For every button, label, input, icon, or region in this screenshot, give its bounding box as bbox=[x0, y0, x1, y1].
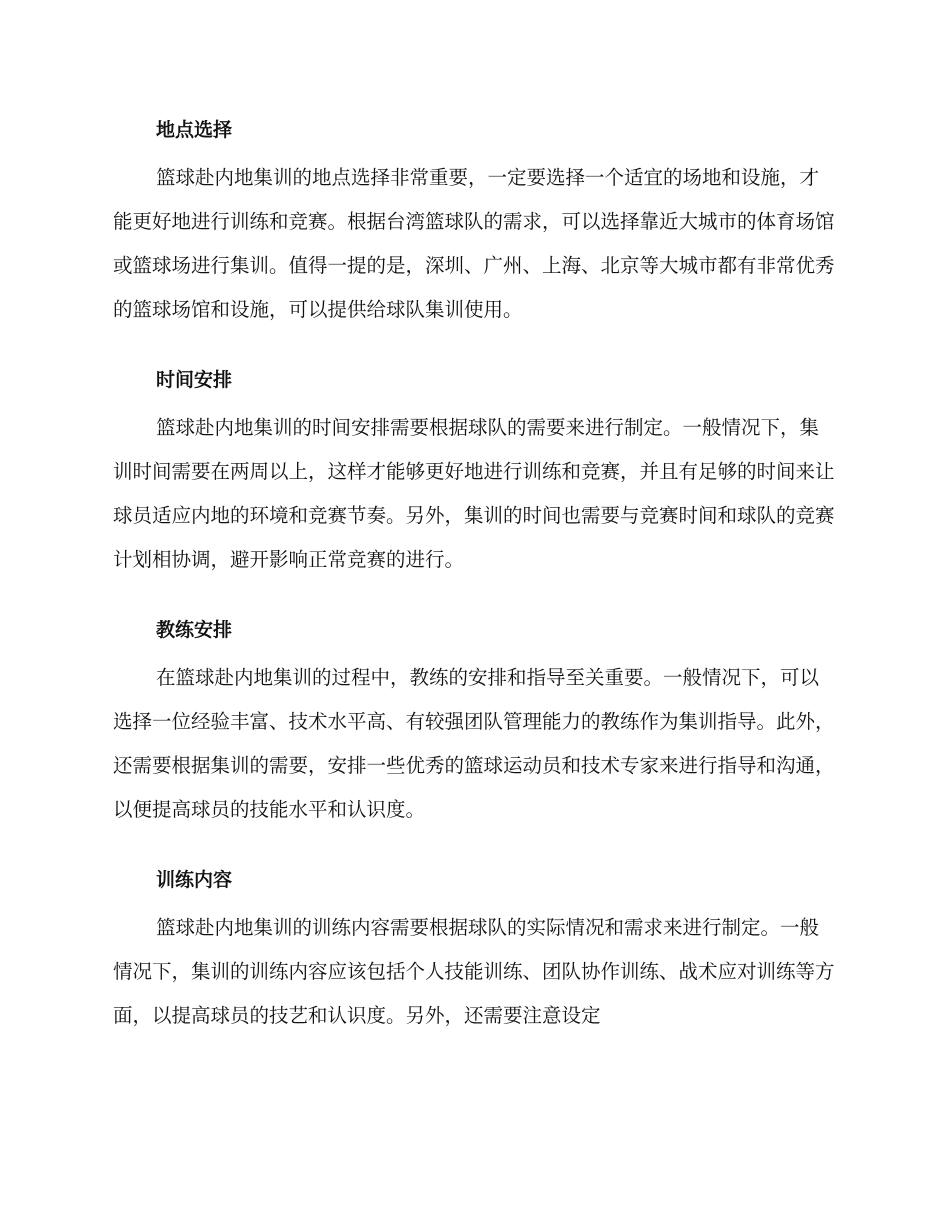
document-content bbox=[113, 108, 835, 1038]
section-schedule bbox=[113, 358, 835, 582]
section-heading: 时间安排 bbox=[156, 369, 233, 391]
section-paragraph: 篮球赴内地集训的训练内容需要根据球队的实际情况和需求来进行制定。一般情况下，集训的训练内容应该包括个人技能训练、团队协作训练、战术应对训练等方面，以提高球员的技艺和认识度。另外，还需要注意设定 bbox=[113, 916, 835, 1027]
section-location bbox=[113, 108, 835, 332]
section-heading: 地点选择 bbox=[156, 119, 233, 141]
section-paragraph: 篮球赴内地集训的时间安排需要根据球队的需要来进行制定。一般情况下，集训时间需要在两周以上，这样才能够更好地进行训练和竞赛，并且有足够的时间来让球员适应内地的环境和竞赛节奏。另外，集训的时间也需要与竞赛时间和球队的竞赛计划相协调，避开影响正常竞赛的进行。 bbox=[113, 416, 835, 571]
section-heading: 教练安排 bbox=[156, 619, 233, 641]
section-coach bbox=[113, 608, 835, 832]
section-heading: 训练内容 bbox=[156, 869, 233, 891]
section-paragraph: 篮球赴内地集训的地点选择非常重要，一定要选择一个适宜的场地和设施，才能更好地进行训练和竞赛。根据台湾篮球队的需求，可以选择靠近大城市的体育场馆或篮球场进行集训。值得一提的是，深圳、广州、上海、北京等大城市都有非常优秀的篮球场馆和设施，可以提供给球队集训使用。 bbox=[113, 166, 835, 321]
section-training bbox=[113, 858, 835, 1038]
section-paragraph: 在篮球赴内地集训的过程中，教练的安排和指导至关重要。一般情况下，可以选择一位经验丰富、技术水平高、有较强团队管理能力的教练作为集训指导。此外，还需要根据集训的需要，安排一些优秀的篮球运动员和技术专家来进行指导和沟通，以便提高球员的技能水平和认识度。 bbox=[113, 666, 835, 821]
